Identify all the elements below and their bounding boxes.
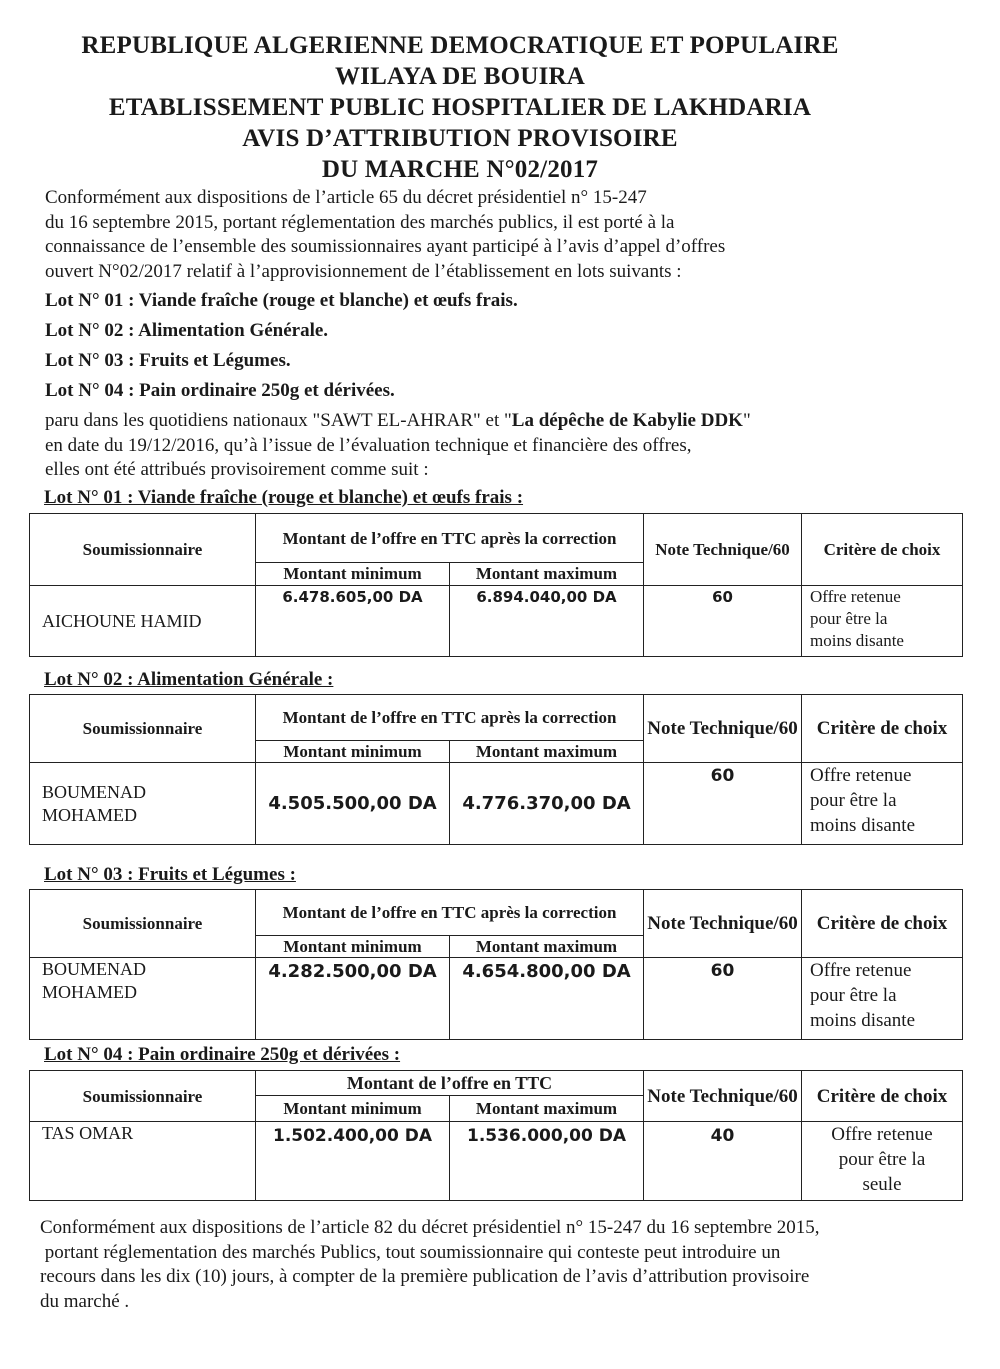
lot-1-title: Lot N° 01 : Viande fraîche (rouge et blanche) et œufs frais : (44, 487, 524, 508)
lot-3-table (29, 889, 963, 1040)
footer-line: du marché . (40, 1290, 130, 1312)
footer-line: Conformément aux dispositions de l’article 82 du décret présidentiel n° 15-247 du 16 septembre 2015, (40, 1217, 820, 1238)
header-establishment: ETABLISSEMENT PUBLIC HOSPITALIER DE LAKHDARIA (108, 94, 812, 121)
montant-min-value: 4.282.500,00 DA (256, 958, 450, 1040)
document-header (0, 30, 920, 185)
footer-paragraph (40, 1216, 970, 1314)
montant-min-value: 1.502.400,00 DA (256, 1122, 450, 1201)
footer-line: portant réglementation des marchés Publics, tout soumissionnaire qui conteste peut introduire un (40, 1241, 781, 1263)
header-min: Montant minimum (256, 936, 450, 958)
montant-min-value: 4.505.500,00 DA (256, 763, 450, 845)
critere-value (802, 958, 963, 1040)
montant-max-value: 6.894.040,00 DA (450, 586, 644, 657)
soumissionnaire-line: BOUMENAD (42, 781, 147, 802)
footer-line: recours dans les dix (10) jours, à compter de la première publication de l’avis d’attribution provisoire (40, 1266, 810, 1287)
critere-line: pour être la (838, 1149, 926, 1170)
critere-line: moins disante (810, 1010, 916, 1031)
soumissionnaire-name: AICHOUNE HAMID (30, 586, 256, 657)
header-montant: Montant de l’offre en TTC après la correction (256, 695, 644, 741)
newspaper-name: La dépêche de Kabylie DDK (511, 410, 743, 431)
critere-line: moins disante (810, 815, 916, 836)
header-montant: Montant de l’offre en TTC après la correction (256, 890, 644, 936)
header-wilaya: WILAYA DE BOUIRA (334, 63, 586, 90)
intro-paragraph (45, 186, 945, 284)
header-soumissionnaire: Soumissionnaire (30, 514, 256, 586)
header-soumissionnaire: Soumissionnaire (30, 695, 256, 763)
header-avis-title: AVIS D’ATTRIBUTION PROVISOIRE (242, 125, 678, 152)
header-republic: REPUBLIQUE ALGERIENNE DEMOCRATIQUE ET POPULAIRE (81, 32, 839, 59)
montant-max-value: 4.776.370,00 DA (450, 763, 644, 845)
soumissionnaire-name (30, 763, 256, 845)
publication-line-1 (45, 409, 945, 434)
critere-line: Offre retenue (810, 960, 912, 981)
critere-line: Offre retenue (810, 587, 901, 606)
header-max: Montant maximum (450, 741, 644, 763)
intro-line: ouvert N°02/2017 relatif à l’approvisionnement de l’établissement en lots suivants : (45, 260, 682, 282)
lot-2-table (29, 694, 963, 845)
note-value: 40 (644, 1122, 802, 1201)
critere-value (802, 586, 963, 657)
header-note: Note Technique/60 (644, 695, 802, 763)
note-value: 60 (644, 586, 802, 657)
header-soumissionnaire: Soumissionnaire (30, 1071, 256, 1122)
note-value: 60 (644, 958, 802, 1040)
montant-max-value: 1.536.000,00 DA (450, 1122, 644, 1201)
critere-line: pour être la (810, 609, 888, 628)
critere-line: seule (862, 1174, 902, 1195)
header-note: Note Technique/60 (644, 1071, 802, 1122)
lot-list-item-1: Lot N° 01 : Viande fraîche (rouge et blanche) et œufs frais. (45, 290, 518, 311)
publication-line-2: en date du 19/12/2016, qu’à l’issue de l’évaluation technique et financière des offres, (45, 434, 692, 456)
header-critere: Critère de choix (802, 890, 963, 958)
lot-3-title: Lot N° 03 : Fruits et Légumes : (44, 864, 296, 885)
critere-value (802, 1122, 963, 1201)
header-critere: Critère de choix (802, 695, 963, 763)
header-min: Montant minimum (256, 563, 450, 586)
header-critere: Critère de choix (802, 514, 963, 586)
header-montant: Montant de l’offre en TTC (256, 1071, 644, 1096)
header-max: Montant maximum (450, 936, 644, 958)
soumissionnaire-line: BOUMENAD (42, 959, 147, 979)
publication-text: paru dans les quotidiens nationaux "SAWT EL-AHRAR" et " (45, 410, 512, 431)
intro-line: Conformément aux dispositions de l’article 65 du décret présidentiel n° 15-247 (45, 187, 647, 208)
header-critere: Critère de choix (802, 1071, 963, 1122)
lot-4-title: Lot N° 04 : Pain ordinaire 250g et dérivées : (44, 1044, 401, 1065)
montant-min-value: 6.478.605,00 DA (256, 586, 450, 657)
publication-paragraph (45, 409, 945, 483)
header-max: Montant maximum (450, 1096, 644, 1122)
lot-list-item-2: Lot N° 02 : Alimentation Générale. (45, 320, 329, 341)
header-min: Montant minimum (256, 741, 450, 763)
critere-line: Offre retenue (831, 1124, 933, 1145)
publication-quote: " (742, 410, 751, 431)
soumissionnaire-name (30, 958, 256, 1040)
lot-2-title: Lot N° 02 : Alimentation Générale : (44, 669, 334, 690)
critere-value (802, 763, 963, 845)
header-marche-number: DU MARCHE N°02/2017 (321, 156, 599, 183)
critere-line: pour être la (810, 985, 897, 1006)
soumissionnaire-line: MOHAMED (42, 804, 138, 825)
montant-max-value: 4.654.800,00 DA (450, 958, 644, 1040)
publication-line-3: elles ont été attribués provisoirement comme suit : (45, 459, 429, 480)
header-max: Montant maximum (450, 563, 644, 586)
header-soumissionnaire: Soumissionnaire (30, 890, 256, 958)
intro-line: connaissance de l’ensemble des soumissionnaires ayant participé à l’avis d’appel d’offres (45, 236, 726, 257)
critere-line: moins disante (810, 631, 904, 650)
header-min: Montant minimum (256, 1096, 450, 1122)
header-montant: Montant de l’offre en TTC après la correction (256, 514, 644, 563)
intro-line: du 16 septembre 2015, portant réglementation des marchés publics, il est porté à la (45, 211, 675, 233)
critere-line: pour être la (810, 790, 897, 811)
header-note: Note Technique/60 (644, 514, 802, 586)
note-value: 60 (644, 763, 802, 845)
soumissionnaire-name: TAS OMAR (30, 1122, 256, 1201)
lot-list-item-4: Lot N° 04 : Pain ordinaire 250g et dérivées. (45, 380, 395, 401)
lot-1-table (29, 513, 963, 657)
lot-list-item-3: Lot N° 03 : Fruits et Légumes. (45, 350, 291, 371)
critere-line: Offre retenue (810, 765, 912, 786)
lot-4-table (29, 1070, 963, 1201)
soumissionnaire-line: MOHAMED (42, 982, 138, 1002)
header-note: Note Technique/60 (644, 890, 802, 958)
